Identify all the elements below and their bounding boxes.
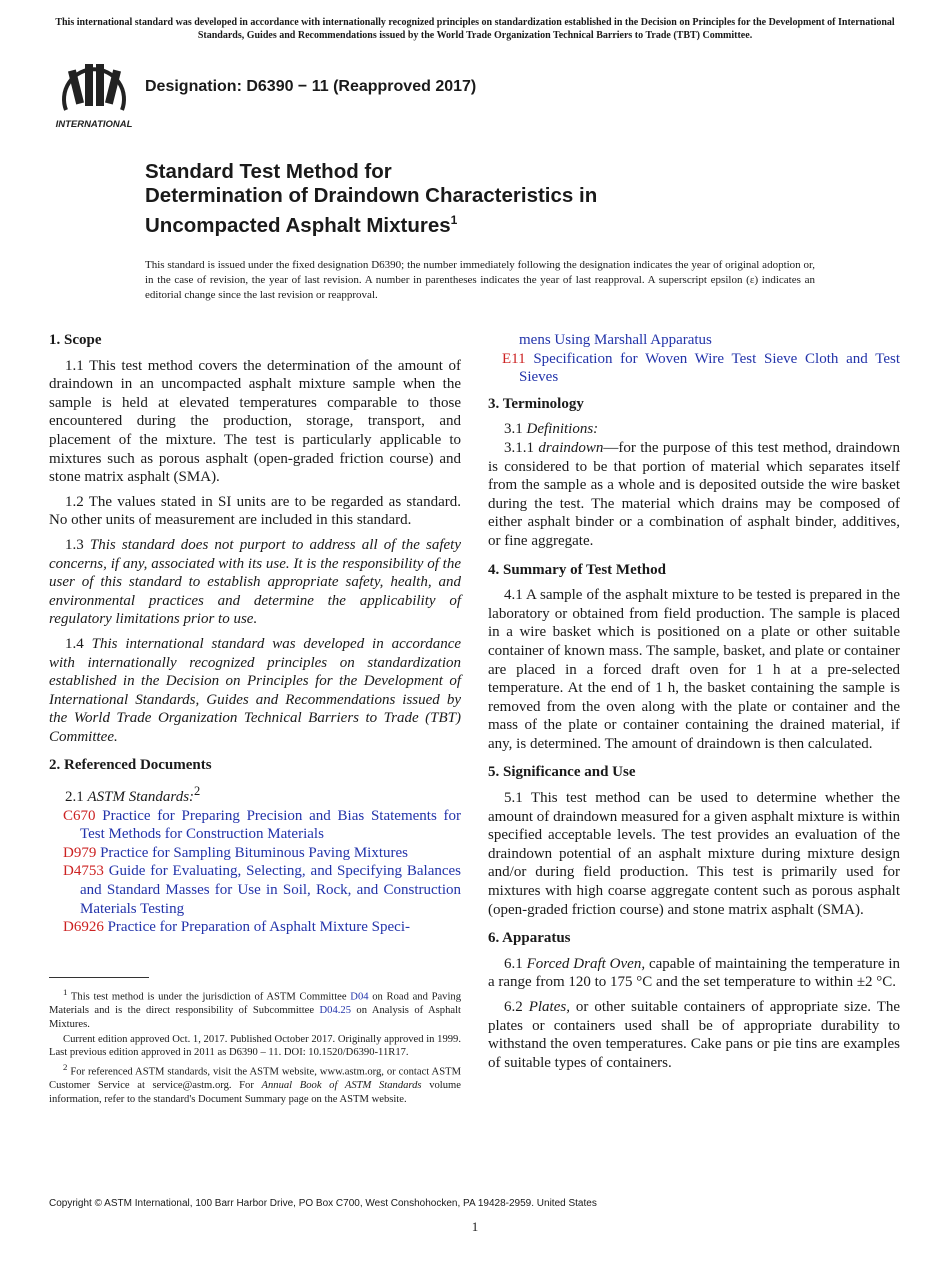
title-line-3: Uncompacted Asphalt Mixtures <box>145 213 451 237</box>
summary-heading: 4. Summary of Test Method <box>488 561 666 578</box>
scope-1-3: 1.3 This standard does not purport to address all of the safety concerns, if any, associated with its use. It is the responsibility of the user of this standard to establish appropriate safety, health, and environmental practices and determine the applicability of regulatory limitations prior to use. <box>49 536 462 628</box>
definitions-label: 3.1 Definitions: <box>504 421 599 438</box>
reference-d6926-continued[interactable]: mens Using Marshall Apparatus <box>519 332 712 348</box>
footnote-2: $^2$ For referenced ASTM standards, visit the ASTM website, www.astm.org, or contact ASTM Customer Service at service@astm.org. For Annual Book of ASTM Standards volume information, refer to the standard's Document Summary page on the ASTM website. <box>49 1062 461 1105</box>
references-continued <box>488 331 900 387</box>
title-footnote-mark: 1 <box>450 213 458 227</box>
significance-5-1: 5.1 This test method can be used to determine whether the amount of draindown measured for a given asphalt mixture is within specified acceptable levels. The test provides an evaluation of the draindown potential of an asphalt mixture during mixture design and/or during field production. This test is primarily used for mixtures with high coarse aggregate content such as porous asphalt (open-graded friction course) and stone matrix asphalt (SMA). <box>488 790 900 918</box>
summary-4-1: 4.1 A sample of the asphalt mixture to be tested is prepared in the laboratory or obtained from field production. The sample is placed in a wire basket which is positioned on a plate or other suitable container of known mass. The sample, basket, and plate or container are placed in a forced draft oven for 1 h at a pre-selected temperature. At the end of 1 h, the basket containing the sample is removed from the oven along with the plate or container and the mass of the plate or container containing the drained material, if any, is determined. The amount of draindown is then calculated. <box>488 587 900 752</box>
reference-d979[interactable]: D979 Practice for Sampling Bituminous Paving Mixtures <box>63 844 408 861</box>
scope-1-4: 1.4 This international standard was developed in accordance with internationally recognized principles on standardization established in the Decision on Principles for the Development of International Standards, Guides and Recommendations issued by the World Trade Organization Technical Barriers to Trade (TBT) Committee. <box>49 635 462 745</box>
reference-e11[interactable]: E11 Specification for Woven Wire Test Sieve Cloth and Test Sieves <box>502 350 900 386</box>
title-line-1: Standard Test Method for <box>145 160 392 183</box>
apparatus-6-2: 6.2 Plates, or other suitable containers of appropriate size. The plates or containers used shall be of appropriate durability to withstand the oven temperatures. Cake pans or pie tins are examples of suitable types of containers. <box>488 999 901 1071</box>
link-d04[interactable]: D04 <box>350 991 369 1003</box>
page-number: 1 <box>471 1219 479 1234</box>
footnote-1-edition: Current edition approved Oct. 1, 2017. Published October 2017. Originally approved in 1999. Last previous edition approved in 2011 as D6390 – 11. DOI: 10.1520/D6390-11R17. <box>49 1033 461 1059</box>
link-d04-25[interactable]: D04.25 <box>319 1005 351 1017</box>
scope-1-2: 1.2 The values stated in SI units are to be regarded as standard. No other units of measurement are included in this standard. <box>49 493 461 529</box>
reference-c670[interactable]: C670 Practice for Preparing Precision and Bias Statements for Test Methods for Construction Materials <box>63 807 462 843</box>
footnote-rule <box>49 977 149 978</box>
section-apparatus <box>488 929 900 1072</box>
section-scope <box>49 331 461 746</box>
right-column <box>488 331 900 1082</box>
section-referenced-documents <box>49 756 461 936</box>
reference-d6926[interactable]: D6926 Practice for Preparation of Asphalt Mixture Speci- <box>63 919 411 936</box>
section-terminology <box>488 395 900 551</box>
section-significance <box>488 763 900 919</box>
references-heading: 2. Referenced Documents <box>49 757 212 774</box>
terminology-heading: 3. Terminology <box>488 395 584 412</box>
standard-note: This standard is issued under the fixed designation D6390; the number immediately following the designation indicates the year of original adoption or, in the case of revision, the year of last revision. A number in parentheses indicates the year of last reapproval. A superscript epsilon (ε) indicates an editorial change since the last revision or reapproval. <box>145 259 815 301</box>
definition-draindown: 3.1.1 draindown—for the purpose of this test method, draindown is considered to be that portion of material which separates itself from the sample as a whole and is deposited outside the wire basket during the test. The material which drains may be composed of either asphalt binder or a combination of asphalt binder, additives, or fine aggregate. <box>488 439 901 549</box>
logo-wordmark: INTERNATIONAL <box>55 119 133 130</box>
standardization-notice: This international standard was developed in accordance with internationally recognized principles on standardization established in the Decision on Principles for the Development of International Standards, Guides and Recommendations issued by the World Trade Organization Technical Barriers to Trade (TBT) Committee. <box>55 17 895 41</box>
significance-heading: 5. Significance and Use <box>488 764 636 781</box>
document-title <box>145 160 785 238</box>
designation: Designation: D6390 − 11 (Reapproved 2017) <box>145 78 477 95</box>
footnote-1: $^1$ This test method is under the jurisdiction of ASTM Committee D04 on Road and Paving Materials and is the direct responsibility of Subcommittee D04.25 on Analysis of Asphalt Mixtures. <box>49 987 461 1030</box>
astm-standards-label: 2.1 ASTM Standards:$^2$ <box>65 784 201 806</box>
copyright: Copyright © ASTM International, 100 Barr Harbor Drive, PO Box C700, West Conshohocken, PA 19428-2959. United States <box>49 1198 597 1209</box>
footnotes <box>49 986 461 1108</box>
astm-logo <box>52 56 136 136</box>
reference-d4753[interactable]: D4753 Guide for Evaluating, Selecting, and Specifying Balances and Standard Masses for Use in Soil, Rock, and Construction Materials Testing <box>63 863 462 917</box>
scope-1-1: 1.1 This test method covers the determination of the amount of draindown in an uncompacted asphalt mixture sample when the sample is held at elevated temperatures comparable to those encountered during the production, storage, transport, and placement of the mixture. The test is particularly applicable to mixtures such as porous asphalt (open-graded friction course) and stone matrix asphalt (SMA). <box>49 357 461 486</box>
title-line-2: Determination of Draindown Characteristics in <box>145 184 598 207</box>
scope-heading: 1. Scope <box>49 332 102 348</box>
section-summary <box>488 561 900 754</box>
apparatus-heading: 6. Apparatus <box>488 930 571 947</box>
left-column <box>49 331 461 947</box>
apparatus-6-1: 6.1 Forced Draft Oven, capable of maintaining the temperature in a range from 120 to 175 °C and the set temperature to within ±2 °C. <box>488 955 900 991</box>
